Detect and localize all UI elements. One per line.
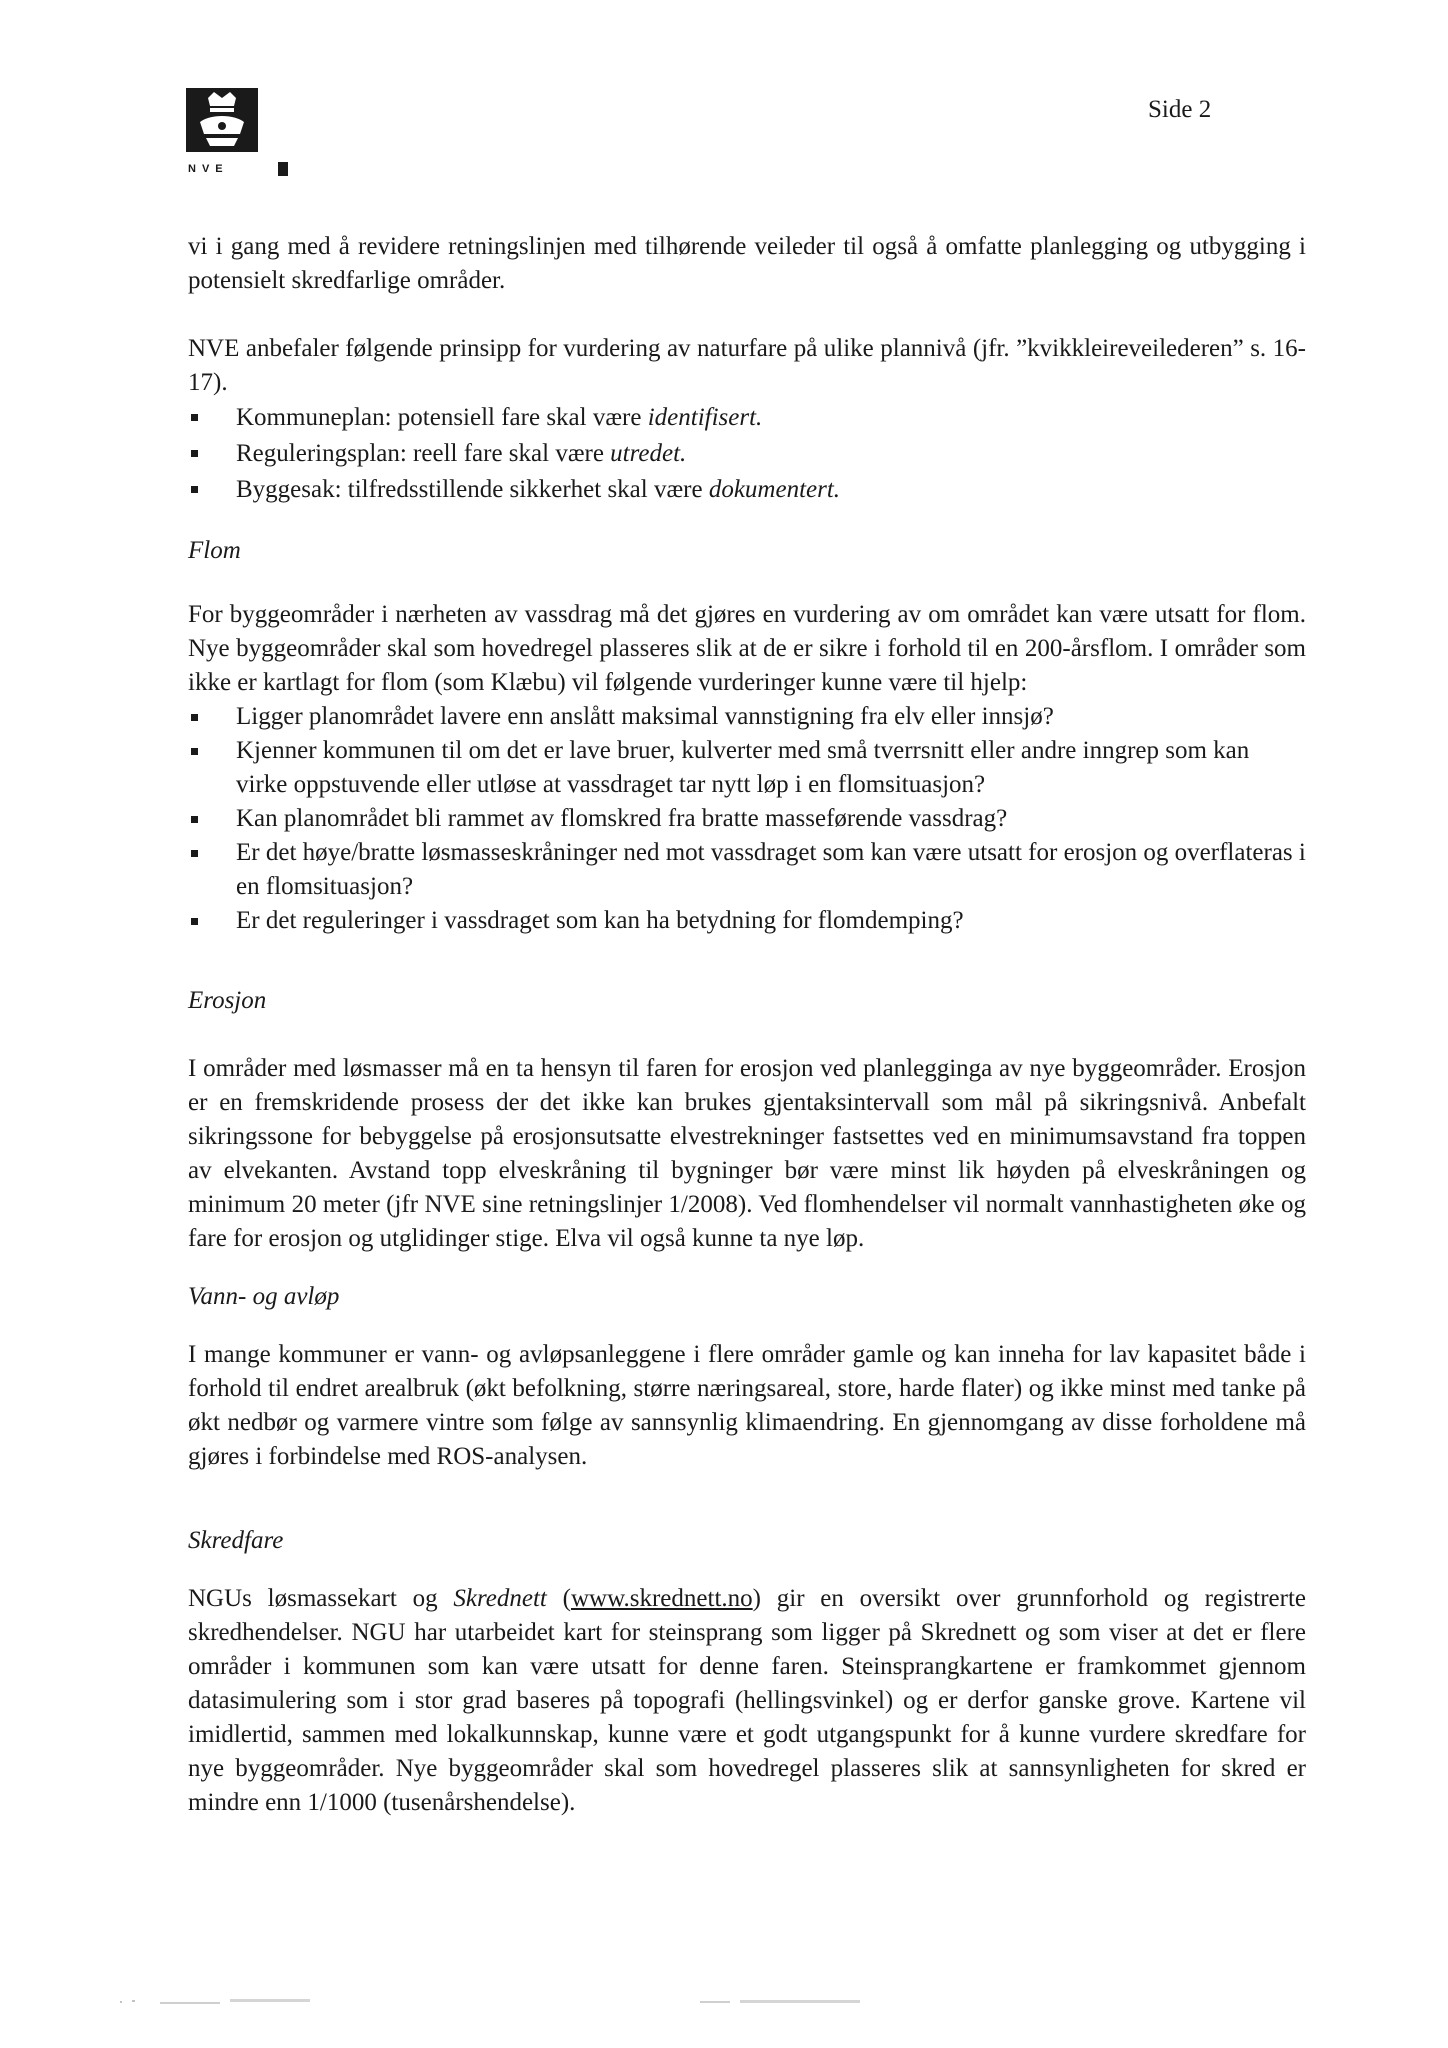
list-item: Kan planområdet bli rammet av flomskred fra bratte masseførende vassdrag? <box>188 802 1306 836</box>
scan-noise <box>120 1996 340 2008</box>
list-item: Kjenner kommunen til om det er lave bruer, kulverter med små tverrsnitt eller andre inngrep som kan virke oppstuvende eller utløse at vassdraget tar nytt løp i en flomsituasjon? <box>188 734 1306 802</box>
skredfare-lead: NGUs løsmassekart og <box>188 1585 454 1612</box>
flom-checklist <box>188 700 1306 938</box>
skrednett-emphasis: Skrednett <box>453 1585 547 1612</box>
list-item <box>188 400 1306 436</box>
section-heading-skredfare: Skredfare <box>188 1527 284 1554</box>
scan-noise <box>700 1996 920 2008</box>
list-item <box>188 472 1306 508</box>
skredfare-paragraph <box>188 1582 1306 1820</box>
list-item <box>188 436 1306 472</box>
list-item-text: Byggesak: tilfredsstillende sikkerhet skal være <box>236 476 709 503</box>
flom-paragraph: For byggeområder i nærheten av vassdrag må det gjøres en vurdering av om området kan være utsatt for flom. Nye byggeområder skal som hovedregel plasseres slik at de er sikre i forhold til en 200-årsflom. I områder som ikke er kartlagt for flom (som Klæbu) vil følgende vurderinger kunne være til hjelp: <box>188 601 1306 696</box>
nve-crest-icon <box>186 88 292 180</box>
list-item-text: Reguleringsplan: reell fare skal være <box>236 440 611 467</box>
erosjon-paragraph: I områder med løsmasser må en ta hensyn til faren for erosjon ved planlegginga av nye byggeområder. Erosjon er en fremskridende prosess der det ikke kan brukes gjentaksintervall som mål på sikringsnivå. Anbefalt sikringssone for bebyggelse på erosjonsutsatte elvestrekninger fastsettes ved en minimumsavstand fra toppen av elvekanten. Avstand topp elveskråning til bygninger bør være minst lik høyden på elveskråningen og minimum 20 meter (jfr NVE sine retningslinjer 1/2008). Ved flomhendelser vil normalt vannhastigheten øke og fare for erosjon og utglidinger stige. Elva vil også kunne ta nye løp. <box>188 1055 1306 1252</box>
intro-paragraph-2: NVE anbefaler følgende prinsipp for vurdering av naturfare på ulike plannivå (jfr. ”kvikkleireveilederen” s. 16-17). <box>188 335 1306 396</box>
list-item-text: Kommuneplan: potensiell fare skal være <box>236 404 648 431</box>
list-item: Ligger planområdet lavere enn anslått maksimal vannstigning fra elv eller innsjø? <box>188 700 1306 734</box>
list-item-emphasis: identifisert. <box>647 404 763 431</box>
list-item-emphasis: utredet. <box>610 440 687 467</box>
page-number: Side 2 <box>1148 96 1212 123</box>
skredfare-rest: ) gir en oversikt over grunnforhold og registrerte skredhendelser. NGU har utarbeidet kart for steinsprang som ligger på Skrednett og som viser at det er flere områder i kommunen som kan være utsatt for denne faren. Steinsprangkartene er framkommet gjennom datasimulering som i stor grad baseres på topografi (hellingsvinkel) og er derfor ganske grove. Kartene vil imidlertid, sammen med lokalkunnskap, kunne være et godt utgangspunkt for å kunne vurdere skredfare for nye byggeområder. Nye byggeområder skal som hovedregel plasseres slik at sannsynligheten for skred er mindre enn 1/1000 (tusenårshendelse). <box>188 1585 1307 1816</box>
skrednett-link[interactable]: www.skrednett.no <box>570 1585 753 1612</box>
document-body <box>188 230 1306 1820</box>
intro-paragraph-1: vi i gang med å revidere retningslinjen med tilhørende veileder til også å omfatte planlegging og utbygging i potensielt skredfarlige områder. <box>188 233 1306 294</box>
section-heading-erosjon: Erosjon <box>188 987 267 1014</box>
plan-level-list <box>188 400 1306 508</box>
vann-avlop-paragraph: I mange kommuner er vann- og avløpsanleggene i flere områder gamle og kan inneha for lav kapasitet både i forhold til endret arealbruk (økt befolkning, større næringsareal, store, harde flater) og ikke minst med tanke på økt nedbør og varmere vintre som følge av sannsynlig klimaendring. En gjennomgang av disse forholdene må gjøres i forbindelse med ROS-analysen. <box>188 1341 1306 1470</box>
skredfare-paren: ( <box>546 1585 571 1612</box>
list-item: Er det høye/bratte løsmasseskråninger ned mot vassdraget som kan være utsatt for erosjon og overflateras i en flomsituasjon? <box>188 836 1306 904</box>
logo-text: NVE <box>188 163 229 175</box>
list-item-emphasis: dokumentert. <box>708 476 841 503</box>
section-heading-flom: Flom <box>188 537 241 564</box>
section-heading-vann-avlop: Vann- og avløp <box>188 1283 340 1310</box>
nve-logo <box>186 88 292 180</box>
list-item: Er det reguleringer i vassdraget som kan ha betydning for flomdemping? <box>188 904 1306 938</box>
